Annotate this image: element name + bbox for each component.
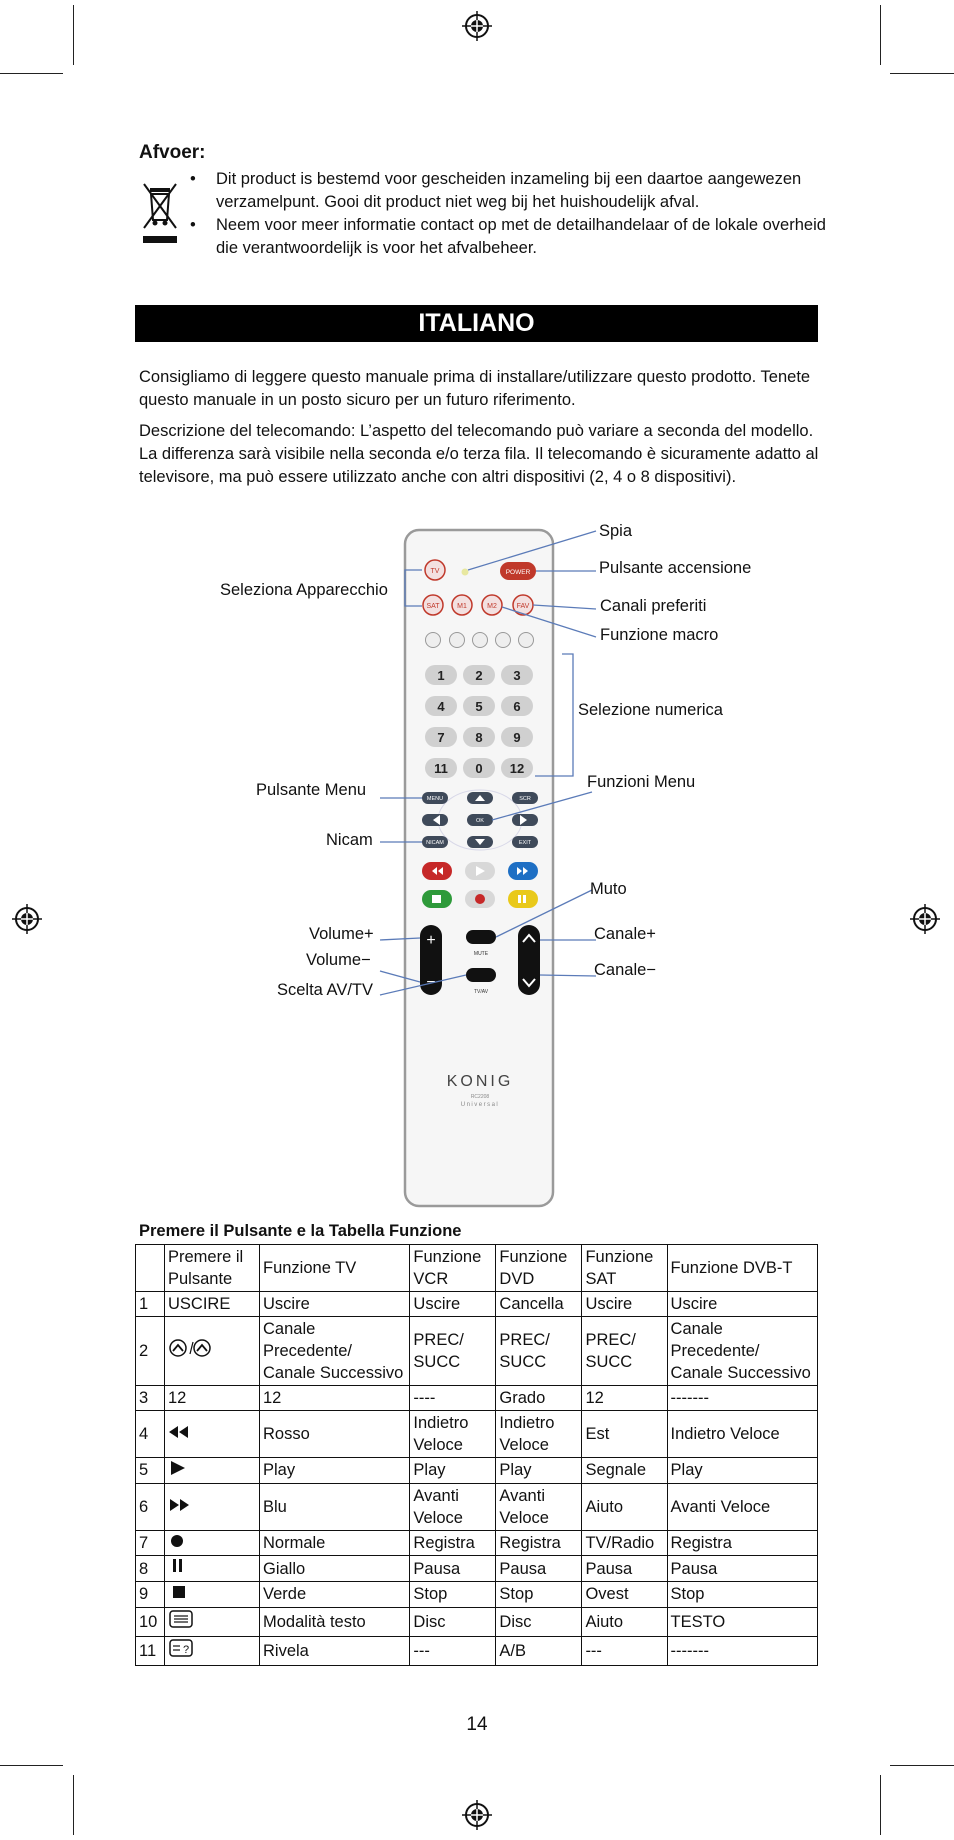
callout-channel-down: Canale− (594, 961, 656, 979)
function-cell: Segnale (582, 1458, 667, 1484)
function-cell: Est (582, 1411, 667, 1458)
button-text-cell: 12 (165, 1386, 260, 1411)
table-row (136, 1607, 818, 1636)
function-cell: Aiuto (582, 1607, 667, 1636)
table-row (136, 1636, 818, 1665)
remote-control-illustration (200, 520, 760, 1210)
m2-button-label: M2 (487, 603, 497, 610)
function-cell: Registra (667, 1530, 817, 1556)
rewind-icon (168, 1423, 190, 1445)
function-cell: Avanti Veloce (667, 1483, 817, 1530)
svg-text:+: + (426, 932, 436, 949)
description-paragraph: Descrizione del telecomando: L’aspetto del telecomando può variare a seconda del modello. La differenza sarà visibile nella seconda e/o terza fila. Il telecomando è sicuramente adatto al televisore, ma può essere utilizzato anche con altri dispositivi (2, 4 o 8 dispositivi). (139, 422, 819, 486)
function-cell: Indietro Veloce (496, 1411, 582, 1458)
nicam-button-label: NICAM (426, 840, 444, 846)
callout-channel-up: Canale+ (594, 925, 656, 943)
row-number: 6 (136, 1483, 165, 1530)
function-cell: Play (667, 1458, 817, 1484)
stop-icon (168, 1584, 188, 1606)
row-number: 5 (136, 1458, 165, 1484)
function-cell: Cancella (496, 1292, 582, 1317)
button-icon-cell (165, 1458, 260, 1484)
row-number: 2 (136, 1317, 165, 1386)
list-item: • Neem voor meer informatie contact op met de detailhandelaar of de lokale overheid die verantwoordelijk is voor het afvalbeheer. (190, 214, 830, 260)
function-cell: Uscire (667, 1292, 817, 1317)
function-cell: Play (496, 1458, 582, 1484)
header-cell: Funzione DVD (496, 1245, 582, 1292)
reveal-icon (168, 1638, 194, 1664)
registration-mark-icon (462, 1800, 492, 1830)
callout-menu-functions: Funzioni Menu (587, 773, 696, 791)
svg-text:?: ? (182, 1643, 190, 1656)
function-cell: Uscire (260, 1292, 410, 1317)
intro-paragraph: Consigliamo di leggere questo manuale prima di installare/utilizzare questo prodotto. Tenete questo manuale in un posto sicuro per un futuro riferimento. (139, 368, 811, 409)
power-button-label: POWER (505, 569, 531, 576)
function-cell: Canale Precedente/ Canale Successivo (667, 1317, 817, 1386)
function-cell: Registra (410, 1530, 496, 1556)
function-cell: Stop (496, 1581, 582, 1607)
fav-button-label: FAV (516, 603, 530, 610)
callout-macro: Funzione macro (600, 626, 719, 644)
crop-mark (890, 73, 954, 74)
callout-volume-up: Volume+ (309, 925, 374, 943)
callout-numeric: Selezione numerica (578, 701, 723, 719)
afvoer-heading: Afvoer: (139, 142, 206, 163)
function-cell: Aiuto (582, 1483, 667, 1530)
callout-menu-button: Pulsante Menu (256, 781, 367, 799)
function-cell: Pausa (410, 1556, 496, 1582)
row-number: 10 (136, 1607, 165, 1636)
function-cell: Pausa (496, 1556, 582, 1582)
function-cell: TV/Radio (582, 1530, 667, 1556)
num-7-label: 7 (437, 730, 445, 745)
function-cell: Uscire (582, 1292, 667, 1317)
function-cell: Rivela (260, 1636, 410, 1665)
function-cell: Stop (410, 1581, 496, 1607)
function-cell: 12 (260, 1386, 410, 1411)
function-cell: Disc (410, 1607, 496, 1636)
table-row (136, 1556, 818, 1582)
svg-text:−: − (426, 974, 436, 991)
callout-spia: Spia (599, 522, 633, 540)
crop-mark (890, 1765, 954, 1766)
function-cell: Giallo (260, 1556, 410, 1582)
num-1-label: 1 (437, 668, 445, 683)
list-item: • Dit product is bestemd voor gescheiden inzameling bij een daartoe aangewezen verzamelpunt. Gooi dit product niet weg bij het huishoudelijk afval. (190, 168, 830, 214)
function-cell: Avanti Veloce (410, 1483, 496, 1530)
scr-button-label: SCR (519, 796, 531, 802)
crop-mark (880, 5, 881, 65)
num-12-label: 12 (509, 761, 525, 776)
callout-device-select: Seleziona Apparecchio (220, 581, 388, 599)
num-11-label: 11 (434, 761, 448, 776)
function-cell: Canale Precedente/ Canale Successivo (260, 1317, 410, 1386)
function-cell: Normale (260, 1530, 410, 1556)
header-cell: Funzione VCR (410, 1245, 496, 1292)
table-row (136, 1317, 818, 1386)
registration-mark-icon (462, 11, 492, 41)
num-8-label: 8 (475, 730, 483, 745)
row-number: 11 (136, 1636, 165, 1665)
function-cell: PREC/ SUCC (582, 1317, 667, 1386)
function-cell: Registra (496, 1530, 582, 1556)
button-icon-cell (165, 1483, 260, 1530)
subbrand-text: Universal (460, 1102, 500, 1108)
tv-button-label: TV (430, 568, 440, 575)
num-3-label: 3 (513, 668, 521, 683)
row-number: 9 (136, 1581, 165, 1607)
table-row (136, 1386, 818, 1411)
row-number: 1 (136, 1292, 165, 1317)
button-icon-cell (165, 1556, 260, 1582)
table-title: Premere il Pulsante e la Tabella Funzione (139, 1222, 462, 1240)
button-icon-cell (165, 1607, 260, 1636)
function-cell: Indietro Veloce (667, 1411, 817, 1458)
m1-button-label: M1 (457, 603, 467, 610)
registration-mark-icon (910, 904, 940, 934)
function-cell: Ovest (582, 1581, 667, 1607)
crop-mark (0, 1765, 63, 1766)
ok-button-label: OK (476, 818, 484, 824)
function-table (135, 1244, 818, 1666)
function-cell: PREC/ SUCC (410, 1317, 496, 1386)
function-cell: TESTO (667, 1607, 817, 1636)
function-cell: Uscire (410, 1292, 496, 1317)
function-cell: ---- (410, 1386, 496, 1411)
button-text-cell: USCIRE (165, 1292, 260, 1317)
num-9-label: 9 (513, 730, 521, 745)
function-cell: Modalità testo (260, 1607, 410, 1636)
function-cell: PREC/ SUCC (496, 1317, 582, 1386)
function-cell: Pausa (582, 1556, 667, 1582)
record-icon (168, 1532, 188, 1554)
tvav-button-label: TV/AV (473, 989, 489, 995)
row-number: 8 (136, 1556, 165, 1582)
header-cell: Premere il Pulsante (165, 1245, 260, 1292)
crop-mark (0, 73, 63, 74)
function-cell: A/B (496, 1636, 582, 1665)
header-cell (136, 1245, 165, 1292)
function-cell: Avanti Veloce (496, 1483, 582, 1530)
callout-mute: Muto (590, 880, 627, 898)
function-cell: --- (582, 1636, 667, 1665)
teletext-icon (168, 1609, 194, 1635)
callout-av-tv: Scelta AV/TV (277, 981, 373, 999)
num-0-label: 0 (475, 761, 483, 776)
section-heading: ITALIANO (135, 305, 818, 342)
registration-mark-icon (12, 904, 42, 934)
table-row (136, 1581, 818, 1607)
afvoer-bullet-list (190, 168, 830, 260)
num-6-label: 6 (513, 699, 521, 714)
exit-button-label: EXIT (518, 840, 532, 846)
function-cell: Blu (260, 1483, 410, 1530)
table-row (136, 1483, 818, 1530)
header-cell: Funzione TV (260, 1245, 410, 1292)
row-number: 3 (136, 1386, 165, 1411)
button-icon-cell (165, 1411, 260, 1458)
row-number: 4 (136, 1411, 165, 1458)
table-row (136, 1458, 818, 1484)
crop-mark (73, 5, 74, 65)
table-row (136, 1411, 818, 1458)
function-cell: Stop (667, 1581, 817, 1607)
callout-volume-down: Volume− (306, 951, 371, 969)
callout-power: Pulsante accensione (599, 559, 752, 577)
num-2-label: 2 (475, 668, 483, 683)
page-number: 14 (466, 1714, 488, 1735)
function-cell: Rosso (260, 1411, 410, 1458)
pause-icon (168, 1558, 188, 1580)
callout-nicam: Nicam (326, 831, 373, 849)
function-cell: Play (410, 1458, 496, 1484)
brand-logo-text: KONIG (446, 1073, 514, 1090)
function-cell: Play (260, 1458, 410, 1484)
mute-button-label: MUTE (473, 951, 489, 957)
button-icon-cell (165, 1636, 260, 1665)
header-cell: Funzione SAT (582, 1245, 667, 1292)
table-row (136, 1530, 818, 1556)
fast-forward-icon (168, 1496, 190, 1518)
function-cell: Disc (496, 1607, 582, 1636)
crossed-bin-icon (140, 178, 180, 246)
function-cell: Verde (260, 1581, 410, 1607)
function-cell: Grado (496, 1386, 582, 1411)
row-number: 7 (136, 1530, 165, 1556)
table-header-row (136, 1245, 818, 1292)
sat-button-label: SAT (426, 603, 440, 610)
page-up-down-icon (168, 1338, 212, 1364)
num-4-label: 4 (437, 699, 445, 714)
function-cell: ------- (667, 1636, 817, 1665)
table-row (136, 1292, 818, 1317)
crop-mark (880, 1775, 881, 1835)
function-cell: ------- (667, 1386, 817, 1411)
crop-mark (73, 1775, 74, 1835)
function-cell: Indietro Veloce (410, 1411, 496, 1458)
header-cell: Funzione DVB-T (667, 1245, 817, 1292)
function-cell: --- (410, 1636, 496, 1665)
num-5-label: 5 (475, 699, 483, 714)
button-icon-cell (165, 1317, 260, 1386)
function-cell: Pausa (667, 1556, 817, 1582)
model-text: RC2208 (470, 1094, 490, 1100)
button-icon-cell (165, 1530, 260, 1556)
callout-favorites: Canali preferiti (600, 597, 707, 615)
menu-button-label: MENU (426, 796, 444, 802)
play-icon (168, 1460, 190, 1482)
button-icon-cell (165, 1581, 260, 1607)
function-cell: 12 (582, 1386, 667, 1411)
